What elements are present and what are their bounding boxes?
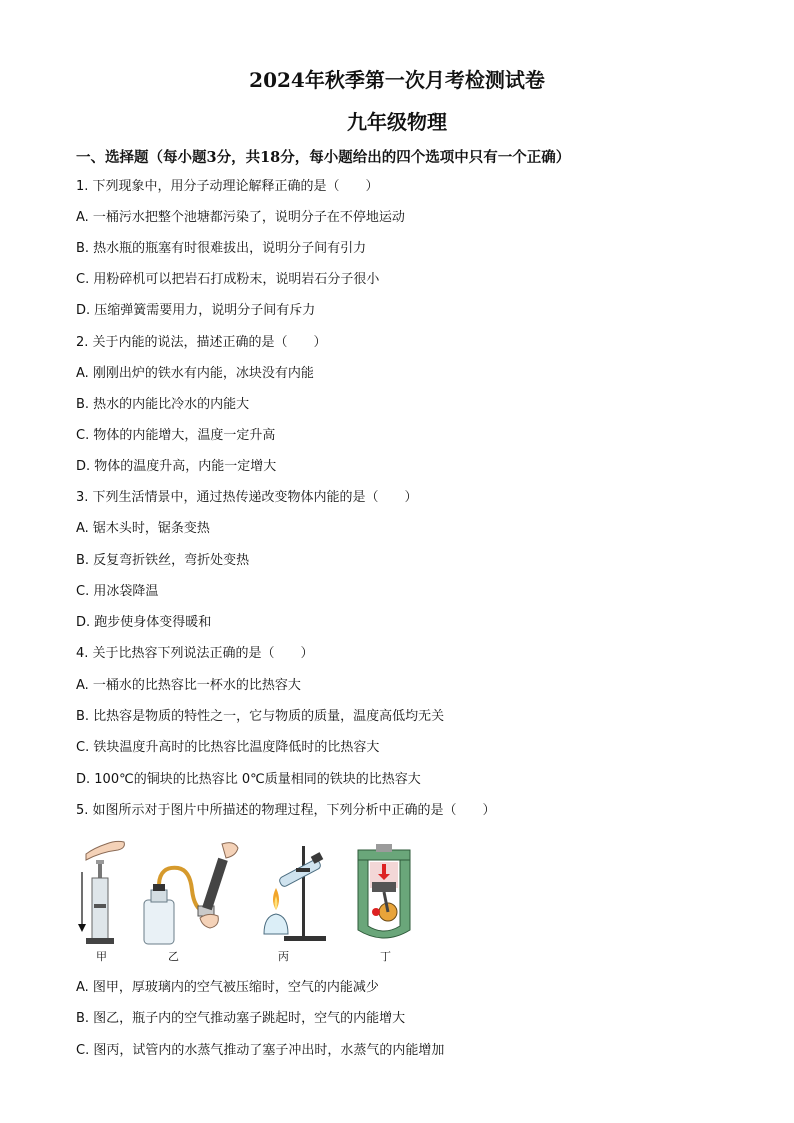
question-3-option-d: D. 跑步使身体变得暖和 <box>76 615 212 630</box>
section-heading: 一、选择题（每小题3分，共18分，每小题给出的四个选项中只有一个正确） <box>76 149 571 166</box>
question-1-option-d: D. 压缩弹簧需要用力，说明分子间有斥力 <box>76 303 316 318</box>
question-2-option-c: C. 物体的内能增大，温度一定升高 <box>76 428 276 443</box>
exam-subtitle: 九年级物理 <box>347 110 447 134</box>
exam-title: 2024年秋季第一次月考检测试卷 <box>249 68 545 92</box>
question-1-option-c: C. 用粉碎机可以把岩石打成粉末，说明岩石分子很小 <box>76 272 380 287</box>
question-4-stem: 4. 关于比热容下列说法正确的是（ ） <box>76 646 314 661</box>
question-5-figure <box>76 838 496 966</box>
question-5-option-b: B. 图乙，瓶子内的空气推动塞子跳起时，空气的内能增大 <box>76 1011 406 1026</box>
question-4-option-a: A. 一桶水的比热容比一杯水的比热容大 <box>76 678 301 693</box>
question-5-option-c: C. 图丙，试管内的水蒸气推动了塞子冲出时，水蒸气的内能增加 <box>76 1043 445 1058</box>
question-3-option-a: A. 锯木头时，锯条变热 <box>76 521 210 536</box>
question-2-option-d: D. 物体的温度升高，内能一定增大 <box>76 459 277 474</box>
figure-label-ding: 丁 <box>380 950 391 963</box>
figure-label-bing: 丙 <box>278 950 289 963</box>
figure-bing-test-tube-illustration <box>256 838 336 948</box>
question-3-option-b: B. 反复弯折铁丝，弯折处变热 <box>76 553 250 568</box>
question-2-option-b: B. 热水的内能比冷水的内能大 <box>76 397 250 412</box>
figure-jia-piston-illustration <box>76 838 136 948</box>
question-1-option-b: B. 热水瓶的瓶塞有时很难拔出，说明分子间有引力 <box>76 241 367 256</box>
question-5-option-a: A. 图甲，厚玻璃内的空气被压缩时，空气的内能减少 <box>76 980 379 995</box>
question-5-stem: 5. 如图所示对于图片中所描述的物理过程，下列分析中正确的是（ ） <box>76 803 496 818</box>
figure-yi-bottle-pump-illustration <box>138 838 258 948</box>
figure-label-yi: 乙 <box>168 950 179 963</box>
figure-label-jia: 甲 <box>96 950 107 963</box>
question-4-option-c: C. 铁块温度升高时的比热容比温度降低时的比热容大 <box>76 740 380 755</box>
question-2-stem: 2. 关于内能的说法，描述正确的是（ ） <box>76 335 327 350</box>
question-1-option-a: A. 一桶污水把整个池塘都污染了，说明分子在不停地运动 <box>76 210 405 225</box>
question-3-option-c: C. 用冰袋降温 <box>76 584 159 599</box>
question-1-stem: 1. 下列现象中，用分子动理论解释正确的是（ ） <box>76 179 379 194</box>
question-3-stem: 3. 下列生活情景中，通过热传递改变物体内能的是（ ） <box>76 490 418 505</box>
question-4-option-b: B. 比热容是物质的特性之一，它与物质的质量，温度高低均无关 <box>76 709 445 724</box>
question-2-option-a: A. 刚刚出炉的铁水有内能，冰块没有内能 <box>76 366 314 381</box>
question-4-option-d: D. 100℃的铜块的比热容比 0℃质量相同的铁块的比热容大 <box>76 772 421 787</box>
figure-ding-engine-illustration <box>352 838 416 948</box>
